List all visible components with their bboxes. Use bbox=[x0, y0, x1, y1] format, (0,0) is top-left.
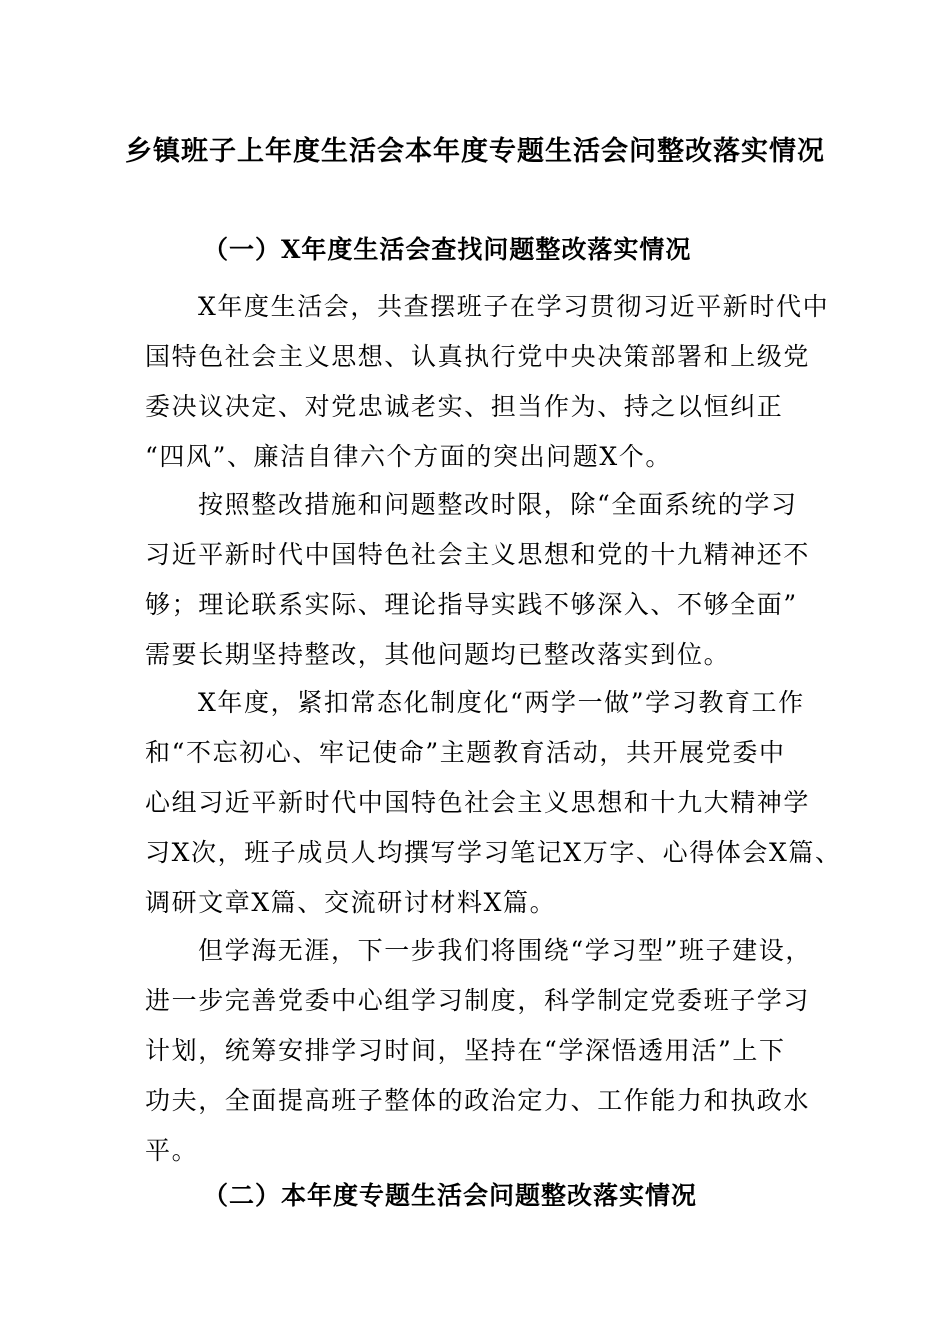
paragraph-line: 计划，统筹安排学习时间，坚持在“学深悟透用活”上下 bbox=[145, 1036, 786, 1065]
paragraph-3 bbox=[145, 678, 842, 928]
paragraph-4 bbox=[145, 926, 835, 1176]
paragraph-line: 但学海无涯，下一步我们将围绕“学习型”班子建设， bbox=[198, 936, 812, 965]
paragraph-line: 和“不忘初心、牢记使命”主题教育活动，共开展党委中 bbox=[145, 738, 786, 767]
paragraph-1 bbox=[145, 282, 835, 482]
paragraph-line: 习近平新时代中国特色社会主义思想和党的十九精神还不 bbox=[145, 540, 811, 569]
section-heading-1: （一）X年度生活会查找问题整改落实情况 bbox=[203, 235, 692, 264]
paragraph-line: “四风”、廉洁自律六个方面的突出问题X个。 bbox=[145, 442, 672, 471]
paragraph-2 bbox=[145, 480, 835, 680]
paragraph-line: X年度，紧扣常态化制度化“两学一做”学习教育工作 bbox=[198, 688, 805, 717]
paragraph-line: 需要长期坚持整改，其他问题均已整改落实到位。 bbox=[145, 640, 731, 669]
paragraph-line: X年度生活会，共查摆班子在学习贯彻习近平新时代中 bbox=[198, 292, 830, 321]
paragraph-line: 功夫，全面提高班子整体的政治定力、工作能力和执政水 bbox=[145, 1086, 811, 1115]
paragraph-line: 委决议决定、对党忠诚老实、担当作为、持之以恒纠正 bbox=[145, 392, 784, 421]
paragraph-line: 调研文章X篇、交流研讨材料X篇。 bbox=[145, 888, 557, 917]
paragraph-line: 按照整改措施和问题整改时限，除“全面系统的学习 bbox=[198, 490, 798, 519]
paragraph-line: 习X次，班子成员人均撰写学习笔记X万字、心得体会X篇、 bbox=[145, 838, 842, 867]
paragraph-line: 心组习近平新时代中国特色社会主义思想和十九大精神学 bbox=[145, 788, 811, 817]
paragraph-line: 平。 bbox=[145, 1136, 199, 1165]
paragraph-line: 进一步完善党委中心组学习制度，科学制定党委班子学习 bbox=[145, 986, 811, 1015]
section-heading-2: （二）本年度专题生活会问题整改落实情况 bbox=[203, 1181, 698, 1210]
paragraph-line: 够；理论联系实际、理论指导实践不够深入、不够全面” bbox=[145, 590, 798, 619]
paragraph-line: 国特色社会主义思想、认真执行党中央决策部署和上级党 bbox=[145, 342, 811, 371]
document-title: 乡镇班子上年度生活会本年度专题生活会问整改落实情况 bbox=[125, 136, 825, 167]
